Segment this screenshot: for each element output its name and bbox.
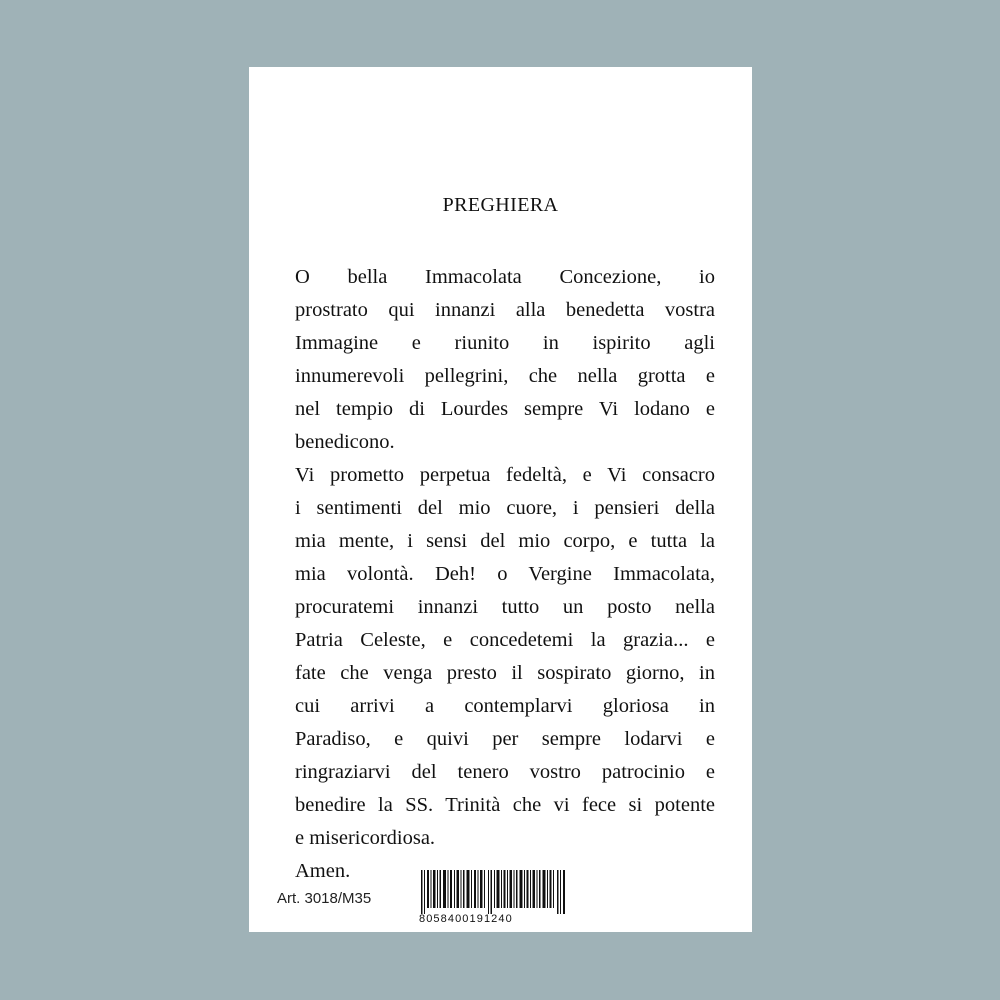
prayer-line: Paradiso, e quivi per sempre lodarvi e: [295, 728, 715, 750]
article-code: Art. 3018/M35: [277, 890, 372, 907]
prayer-card: [249, 67, 752, 932]
prayer-line: nel tempio di Lourdes sempre Vi lodano e: [295, 398, 715, 420]
prayer-title: PREGHIERA: [442, 194, 559, 216]
prayer-line: Amen.: [295, 860, 351, 882]
prayer-line: innumerevoli pellegrini, che nella grotta e: [295, 365, 715, 387]
prayer-line: Immagine e riunito in ispirito agli: [295, 332, 715, 354]
prayer-line: ringraziarvi del tenero vostro patrocinio e: [295, 761, 715, 783]
prayer-line: i sentimenti del mio cuore, i pensieri della: [295, 497, 715, 519]
prayer-line: benedire la SS. Trinità che vi fece si potente: [295, 794, 715, 816]
prayer-line: e misericordiosa.: [295, 827, 436, 849]
prayer-line: Patria Celeste, e concedetemi la grazia... e: [295, 629, 715, 651]
prayer-line: benedicono.: [295, 431, 395, 453]
prayer-line: fate che venga presto il sospirato giorno, in: [295, 662, 715, 684]
prayer-line: mia volontà. Deh! o Vergine Immacolata,: [295, 563, 715, 585]
prayer-line: cui arrivi a contemplarvi gloriosa in: [295, 695, 715, 717]
barcode-number: 8058400191240: [419, 913, 513, 925]
prayer-line: Vi prometto perpetua fedeltà, e Vi consacro: [295, 464, 715, 486]
barcode-image: [419, 870, 567, 914]
prayer-line: mia mente, i sensi del mio corpo, e tutta la: [295, 530, 715, 552]
prayer-line: prostrato qui innanzi alla benedetta vostra: [295, 299, 715, 321]
prayer-line: procuratemi innanzi tutto un posto nella: [295, 596, 715, 618]
prayer-line: O bella Immacolata Concezione, io: [295, 266, 715, 288]
